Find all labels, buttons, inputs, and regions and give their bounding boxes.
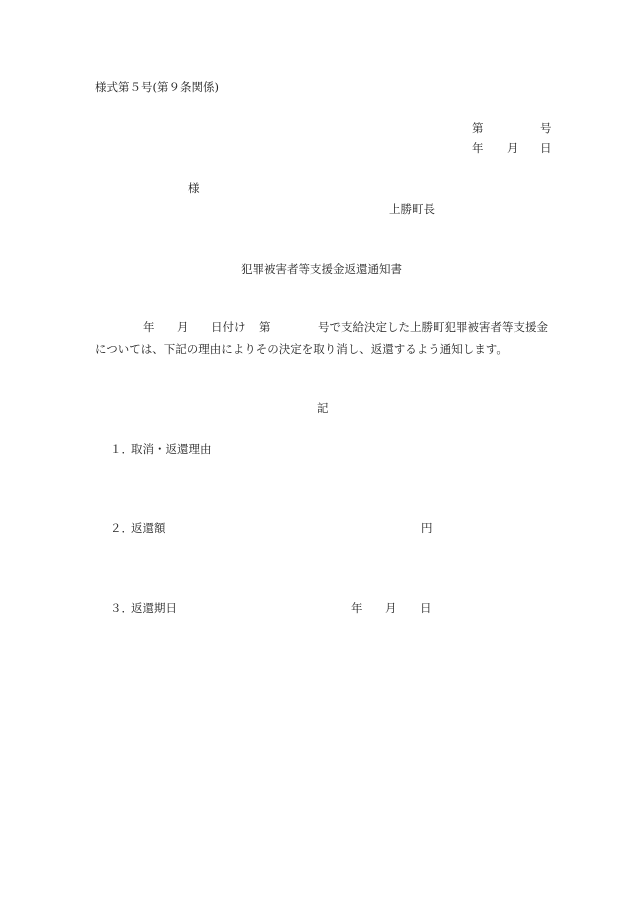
- addressee-suffix: 様: [188, 181, 200, 195]
- item-2-label: 返還額: [131, 521, 166, 535]
- date-day: 日: [540, 141, 552, 155]
- date-month: 月: [507, 141, 519, 155]
- date-year: 年: [472, 141, 484, 155]
- item-3-year: 年: [351, 601, 363, 615]
- body-year: 年: [143, 320, 155, 334]
- item-3-month: 月: [385, 601, 397, 615]
- body-number-prefix: 第: [259, 320, 271, 334]
- ki-heading: 記: [317, 401, 329, 415]
- item-2-unit: 円: [421, 521, 433, 535]
- item-2-number: ２．: [110, 521, 133, 535]
- body-month: 月: [177, 320, 189, 334]
- body-line2: については、下記の理由によりその決定を取り消し、返還するよう通知します。: [95, 342, 508, 356]
- sender-name: 上勝町長: [389, 202, 435, 216]
- item-3-label: 返還期日: [131, 601, 177, 615]
- item-1-number: １．: [110, 442, 133, 456]
- body-day-attached: 日付け: [211, 320, 246, 334]
- item-3-day: 日: [420, 601, 432, 615]
- doc-number-prefix: 第: [472, 121, 484, 135]
- item-1-label: 取消・返還理由: [131, 442, 212, 456]
- form-number: 様式第５号(第９条関係): [95, 80, 219, 94]
- body-line1-rest: 号で支給決定した上勝町犯罪被害者等支援金: [318, 320, 548, 334]
- document-title: 犯罪被害者等支援金返還通知書: [241, 262, 402, 276]
- item-3-number: ３．: [110, 601, 133, 615]
- doc-number-suffix: 号: [540, 121, 552, 135]
